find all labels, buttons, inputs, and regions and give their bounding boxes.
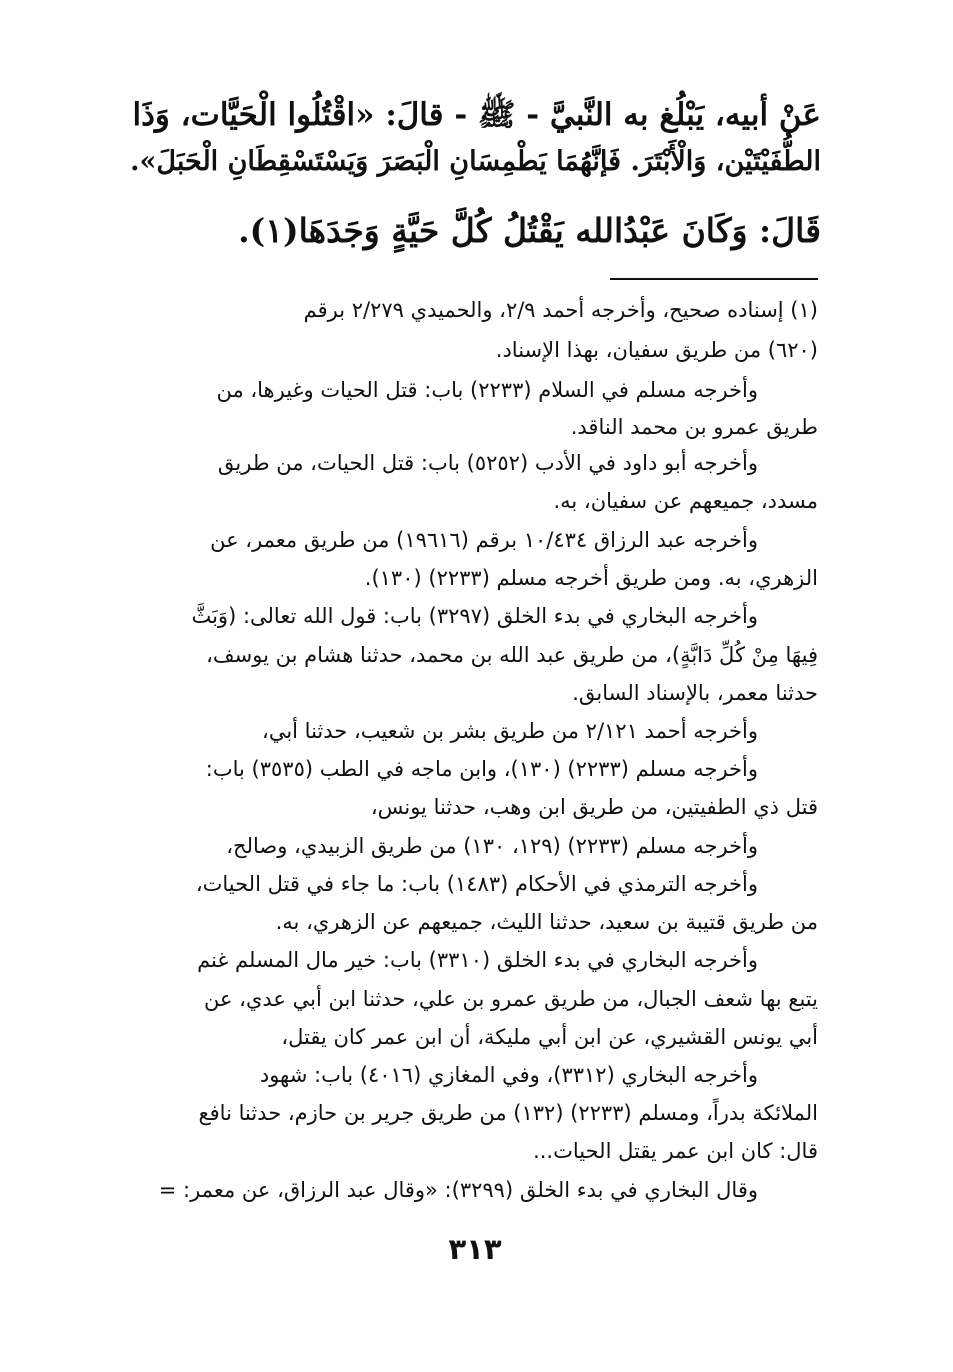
footnote-line-13: وأخرجه مسلم (٢٢٣٣) (١٣٠)، وابن ماجه في الطب (٣٥٣٥) باب: [205,757,758,781]
footnote-line-1: (١) إسناده صحيح، وأخرجه أحمد ٢/٩، والحميدي ٢/٢٧٩ برقم [303,298,818,322]
footnote-line-19: يتبع بها شعف الجبال، من طريق عمرو بن علي، حدثنا ابن أبي عدي، عن [203,987,818,1011]
footnote-line-21: وأخرجه البخاري (٣٣١٢)، وفي المغازي (٤٠١٦) باب: شهود [259,1063,758,1087]
footnote-line-22: الملائكة بدراً، ومسلم (٢٢٣٣) (١٣٢) من طريق جرير بن حازم، حدثنا نافع [198,1101,818,1125]
footnote-line-6: مسدد، جميعهم عن سفيان، به. [553,489,818,513]
footnote-line-14: قتل ذي الطفيتين، من طريق ابن وهب، حدثنا يونس، [370,795,818,819]
footnote-line-23: قال: كان ابن عمر يقتل الحيات... [533,1139,818,1163]
footnote-line-17: من طريق قتيبة بن سعيد، حدثنا الليث، جميعهم عن الزهري، به. [275,910,818,934]
footnote-line-9: وأخرجه البخاري في بدء الخلق (٣٢٩٧) باب: قول الله تعالى: (وَبَثَّ [191,604,758,628]
footnote-line-2: (٦٢٠) من طريق سفيان، بهذا الإسناد. [495,338,818,362]
footnote-line-10: فِيهَا مِنْ كُلِّ دَابَّةٍ)، من طريق عبد الله بن محمد، حدثنا هشام بن يوسف، [206,643,818,667]
footnote-line-20: أبي يونس القشيري، عن ابن أبي مليكة، أن ابن عمر كان يقتل، [281,1025,818,1049]
main-text-line-2: الطُّفَيْتَيْن، وَالْأَبْتَرَ. فَإنَّهُمَا يَطْمِسَانِ الْبَصَرَ وَيَسْتَسْقِطَانِ الْحَبَلَ». [130,146,821,177]
page-number: ٣١٣ [448,1232,502,1266]
footnote-line-11: حدثنا معمر، بالإسناد السابق. [572,681,818,705]
main-text-line-3: قَالَ: وَكَانَ عَبْدُالله يَقْتُلُ كُلَّ حَيَّةٍ وَجَدَهَا(١). [238,211,821,250]
footnote-line-16: وأخرجه الترمذي في الأحكام (١٤٨٣) باب: ما جاء في قتل الحيات، [195,872,758,896]
footnote-separator-rule [610,278,818,280]
footnote-line-7: وأخرجه عبد الرزاق ١٠/٤٣٤ برقم (١٩٦١٦) من طريق معمر، عن [210,528,758,552]
footnote-line-5: وأخرجه أبو داود في الأدب (٥٢٥٢) باب: قتل الحيات، من طريق [217,451,758,475]
footnote-line-24: وقال البخاري في بدء الخلق (٣٢٩٩): «وقال عبد الرزاق، عن معمر: = [158,1178,758,1202]
footnote-line-12: وأخرجه أحمد ٢/١٢١ من طريق بشر بن شعيب، حدثنا أبي، [262,719,758,743]
footnote-line-3: وأخرجه مسلم في السلام (٢٢٣٣) باب: قتل الحيات وغيرها، من [216,378,758,402]
footnote-line-4: طريق عمرو بن محمد الناقد. [570,415,818,439]
footnote-line-15: وأخرجه مسلم (٢٢٣٣) (١٢٩، ١٣٠) من طريق الزبيدي، وصالح، [226,834,758,858]
main-text-line-1: عَنْ أبيه، يَبْلُغ به النَّبيَّ - ﷺ - قالَ: «اقْتُلُوا الْحَيَّات، وَذَا [132,97,821,133]
footnote-line-18: وأخرجه البخاري في بدء الخلق (٣٣١٠) باب: خير مال المسلم غنم [197,948,758,972]
footnote-line-8: الزهري، به. ومن طريق أخرجه مسلم (٢٢٣٣) (١٣٠). [364,566,818,590]
